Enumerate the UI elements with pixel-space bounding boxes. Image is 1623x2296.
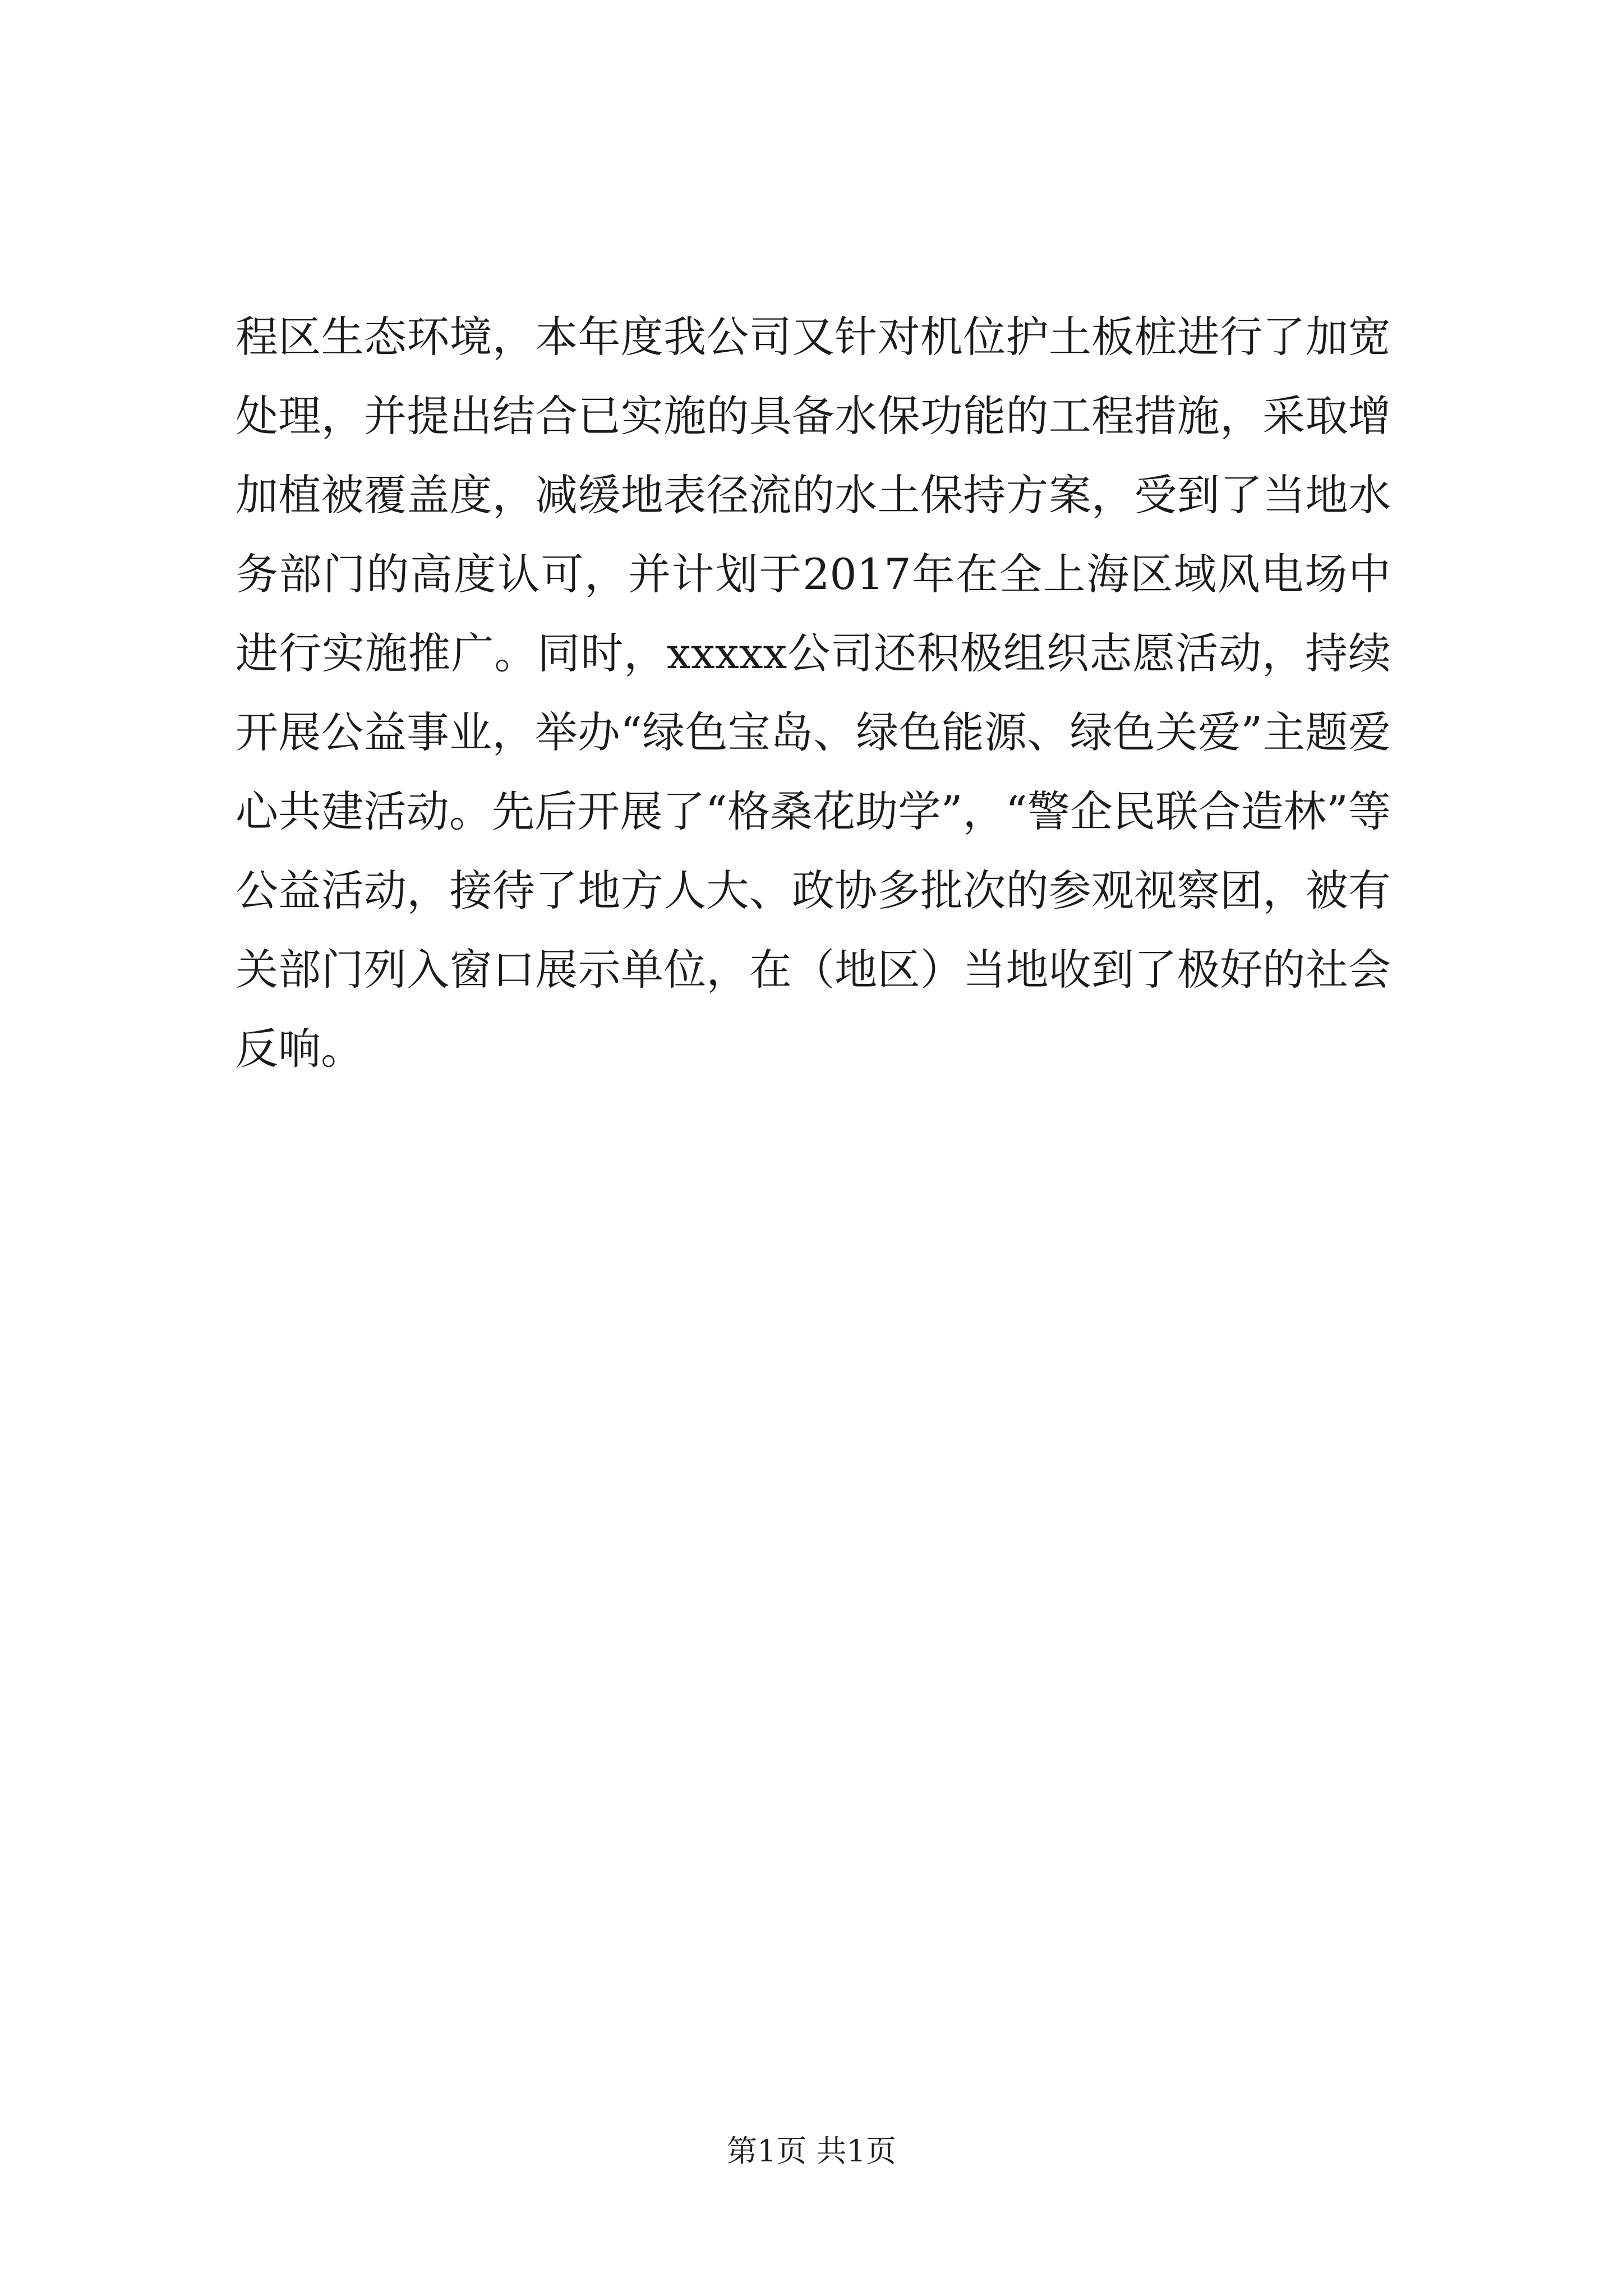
page-footer: 第1页 共1页 bbox=[727, 2133, 896, 2169]
body-paragraph: 程区生态环境，本年度我公司又针对机位护土板桩进行了加宽处理，并提出结合已实施的具备水保功能的工程措施，采取增加植被覆盖度，减缓地表径流的水土保持方案，受到了当地水务部门的高度认可，并计划于2017年在全上海区域风电场中进行实施推广。同时，xxxxx公司还积极组织志愿活动，持续开展公益事业，举办“绿色宝岛、绿色能源、绿色关爱”主题爱心共建活动。先后开展了“格桑花助学”，“警企民联合造林”等公益活动，接待了地方人大、政协多批次的参观视察团，被有关部门列入窗口展示单位，在（地区）当地收到了极好的社会反响。 bbox=[236, 312, 1391, 1074]
